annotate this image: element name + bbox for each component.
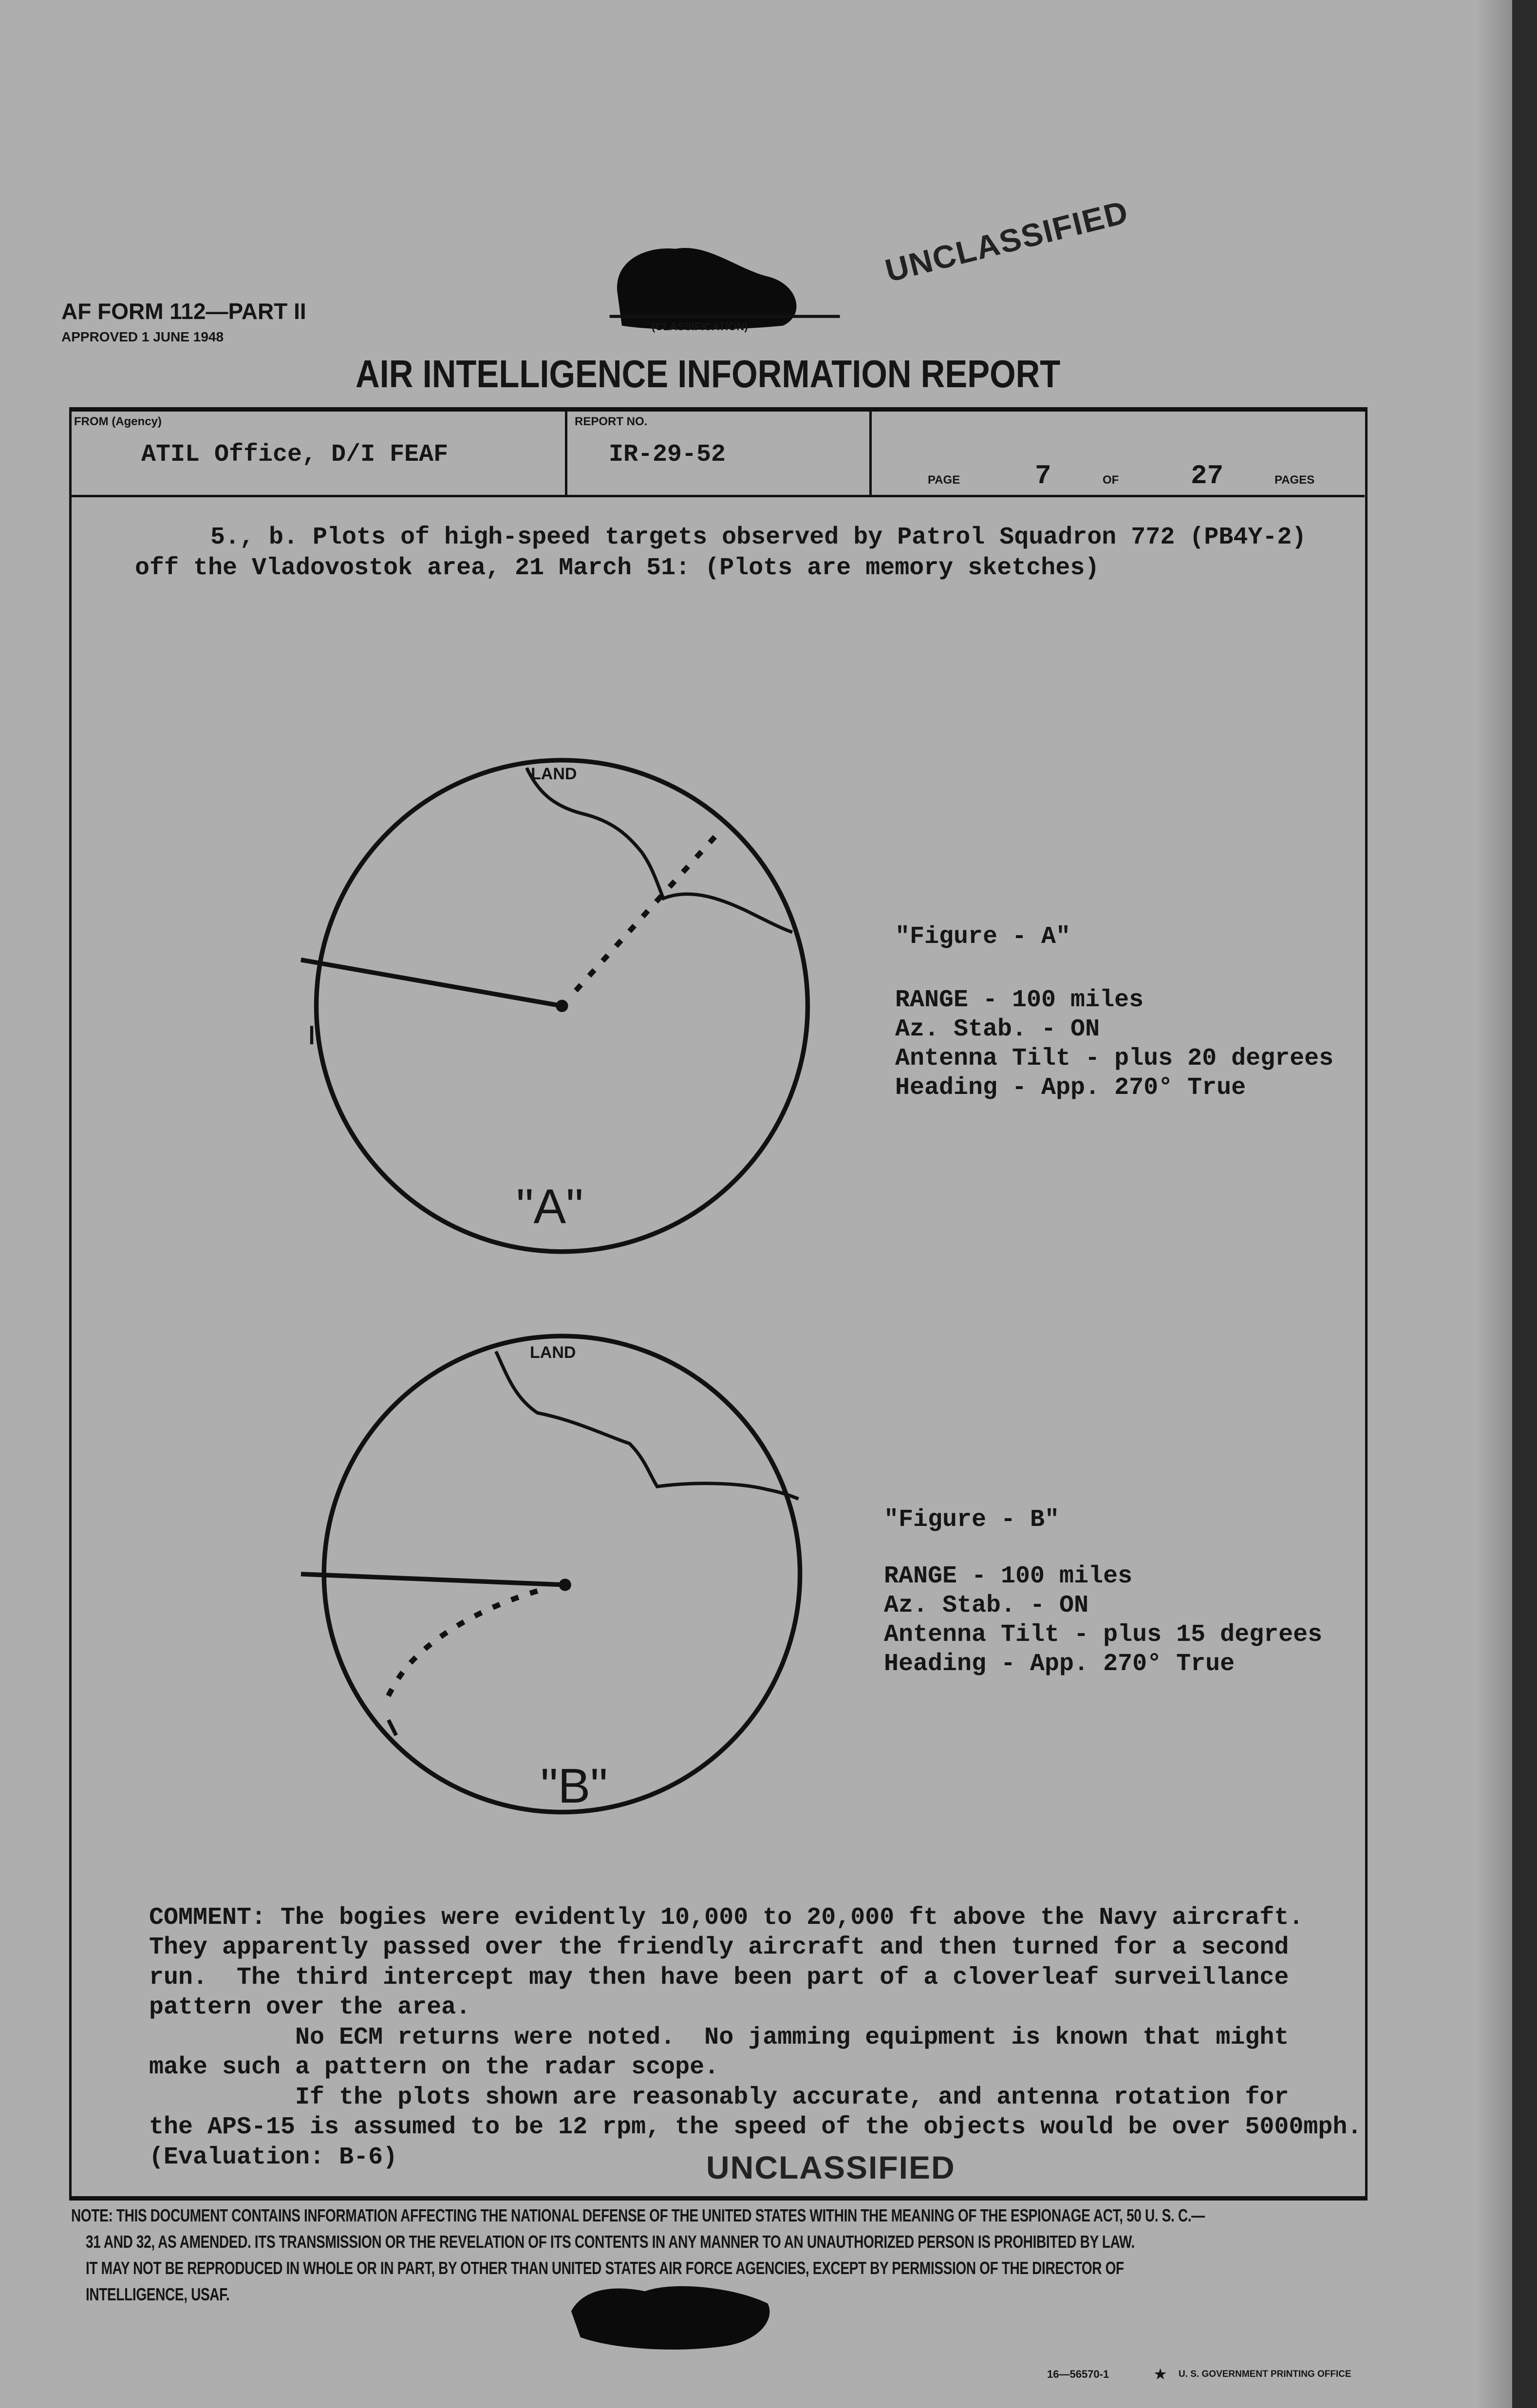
page-value: 7 [1035, 460, 1051, 491]
figure-b-title: "Figure - B" [884, 1506, 1060, 1534]
note-line: 31 AND 32, AS AMENDED. ITS TRANSMISSION OR THE REVELATION OF ITS CONTENTS IN ANY MANNER TO AN UNAUTHORIZED PERSON IS PROHIBITED BY LAW. [86, 2232, 1135, 2252]
comment-line: (Evaluation: B-6) [149, 2143, 398, 2171]
comment-line: No ECM returns were noted. No jamming equipment is known that might [149, 2023, 1289, 2051]
star-icon: ★ [1154, 2367, 1167, 2382]
from-value: ATIL Office, D/I FEAF [141, 441, 449, 469]
form-approved: APPROVED 1 JUNE 1948 [61, 329, 224, 344]
report-title: AIR INTELLIGENCE INFORMATION REPORT [356, 352, 1061, 395]
intro-line-2: off the Vladovostok area, 21 March 51: (Plots are memory sketches) [135, 554, 1100, 582]
figure-a-range: RANGE - 100 miles [895, 986, 1144, 1014]
target-dots-b [384, 1591, 537, 1705]
coastline-b [496, 1352, 798, 1499]
figure-a-title: "Figure - A" [895, 923, 1071, 951]
target-dots-a [576, 829, 722, 991]
land-label-a: LAND [531, 765, 577, 783]
track-line-a [301, 960, 562, 1006]
radar-scope-a [301, 760, 807, 1252]
classification-label: (CLASSIFICATION) [652, 320, 748, 333]
figure-a-heading: Heading - App. 270° True [895, 1074, 1246, 1102]
of-label: OF [1103, 473, 1119, 487]
report-no-label: REPORT NO. [575, 415, 648, 428]
comment-line: the APS-15 is assumed to be 12 rpm, the speed of the objects would be over 5000mph. [149, 2113, 1362, 2141]
figure-b-tilt: Antenna Tilt - plus 15 degrees [884, 1621, 1323, 1649]
figure-a-azstab: Az. Stab. - ON [895, 1016, 1100, 1043]
form-id: AF FORM 112—PART II [61, 299, 306, 324]
comment-line: If the plots shown are reasonably accurate, and antenna rotation for [149, 2083, 1289, 2111]
unclassified-stamp-top: UNCLASSIFIED [881, 193, 1132, 289]
note-line: NOTE: THIS DOCUMENT CONTAINS INFORMATION AFFECTING THE NATIONAL DEFENSE OF THE UNITED STATES WITHIN THE MEANING OF THE ESPIONAGE ACT, 50 U. S. C.— [71, 2205, 1205, 2225]
figure-a-tilt: Antenna Tilt - plus 20 degrees [895, 1045, 1334, 1072]
comment-line: make such a pattern on the radar scope. [149, 2053, 719, 2081]
note-line: IT MAY NOT BE REPRODUCED IN WHOLE OR IN PART, BY OTHER THAN UNITED STATES AIR FORCE AGENCIES, EXCEPT BY PERMISSION OF THE DIRECTOR OF [86, 2258, 1124, 2278]
figure-b-heading: Heading - App. 270° True [884, 1650, 1235, 1678]
comment-line: COMMENT: The bogies were evidently 10,000 to 20,000 ft above the Navy aircraft. [149, 1903, 1304, 1932]
page-label: PAGE [928, 473, 960, 487]
sketch-label-a: "A" [516, 1179, 583, 1234]
footer-printer: U. S. GOVERNMENT PRINTING OFFICE [1179, 2369, 1351, 2379]
from-label: FROM (Agency) [74, 415, 162, 428]
footer-form-number: 16—56570-1 [1047, 2368, 1109, 2380]
report-no-value: IR-29-52 [609, 441, 726, 469]
figure-b-range: RANGE - 100 miles [884, 1562, 1133, 1590]
track-line-b [301, 1574, 565, 1585]
comment-line: pattern over the area. [149, 1994, 471, 2021]
intro-line-1: 5., b. Plots of high-speed targets observed by Patrol Squadron 772 (PB4Y-2) [210, 524, 1307, 551]
radar-scope-b [301, 1336, 800, 1812]
land-label-b: LAND [530, 1343, 576, 1362]
sketch-label-b: "B" [541, 1759, 608, 1813]
comment-line: run. The third intercept may then have been part of a cloverleaf surveillance [149, 1963, 1289, 1992]
figure-b-azstab: Az. Stab. - ON [884, 1592, 1089, 1619]
pages-label: PAGES [1275, 473, 1315, 487]
comment-line: They apparently passed over the friendly aircraft and then turned for a second [149, 1934, 1289, 1961]
note-line: INTELLIGENCE, USAF. [86, 2284, 230, 2304]
of-value: 27 [1191, 460, 1224, 491]
unclassified-stamp-bottom: UNCLASSIFIED [706, 2149, 956, 2185]
